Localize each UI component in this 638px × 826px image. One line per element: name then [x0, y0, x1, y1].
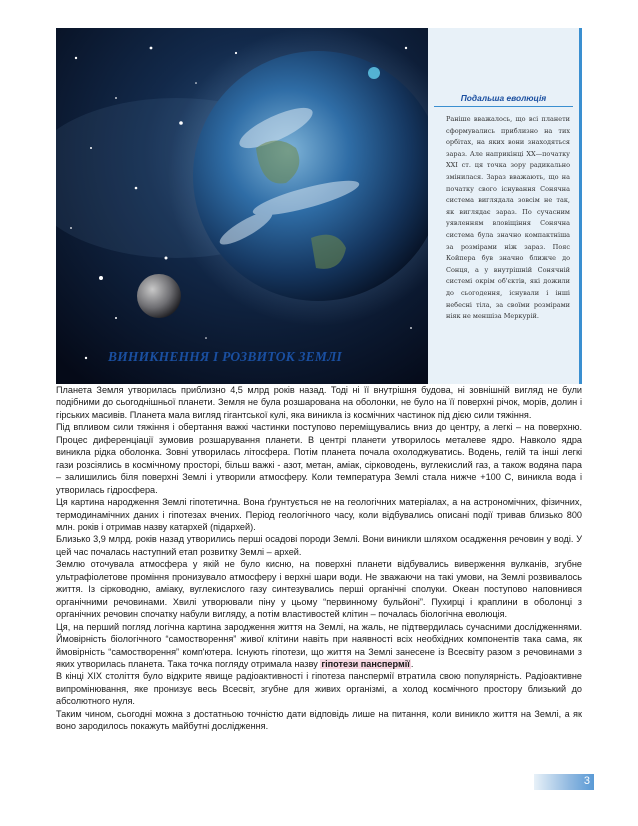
sidebar-panel	[428, 28, 582, 384]
paragraph: Землю оточувала атмосфера у якій не було кисню, на поверхні планети відбувались виверження вулканів, згубне ультрафіолетове проміння пронизувало атмосферу і верхні шари води. Не зважаючи на такі умови, на Землі розвивалось життя. Із сірководню, аміаку, вуглекислого газу синтезувались перші органічні сполуки. Океан поступово наповнився органічними речовинами. Хвилі утворювали піну у цьому “первинному бульйоні”. Пухирці і краплини в оболонці з органічних речовин спочатку набули вигляду, а потім властивостей клітин – почалась біологічна еволюція.	[56, 559, 582, 620]
paragraph-with-highlight	[56, 621, 582, 671]
paragraph: Під впливом сили тяжіння і обертання важкі частинки поступово переміщувались вниз до центру, а легкі – на поверхню. Процес диференціації зумовив розшарування планети. В центрі планети утворилось металеве ядро. Навколо ядра виникла рідка оболонка. Зовні утворилась літосфера. Потім планета почала охолоджуватись. Водень, гелій та інші легкі гази розсіялись в космічному просторі, більш важкі - азот, метан, аміак, сірководень, вуглекислий газ, а також водяна пара – залишились біля поверхні Землі і утворили атмосферу. Коли температура Землі стала нижче +100 С, виникла вода і утворилась гідросфера.	[56, 422, 582, 495]
paragraph-tail: .	[410, 658, 414, 669]
highlighted-term: гіпотези панспермії	[321, 658, 410, 669]
article-body	[56, 384, 582, 733]
page-number: 3	[583, 775, 590, 787]
paragraph: Ця картина народження Землі гіпотетична. Вона ґрунтується не на геологічних матеріалах, а на астрономічних, фізичних, термодинамічних даних і гіпотезах вчених. Період геологічного часу, коли відбувались описані події тривав близько 800 млн. років і отримав назву катархей (підархей).	[56, 497, 582, 532]
paragraph: Таким чином, сьогодні можна з достатньою точністю дати відповідь лише на питання, коли виникло життя на Землі, а як воно зародилось покажуть майбутні дослідження.	[56, 708, 582, 732]
paragraph: Планета Земля утворилась приблизно 4,5 млрд років назад. Тоді ні її внутрішня будова, ні зовнішній вигляд не були подібними до сьогоднішньої планети. Земля не була розшарована на оболонки, не було на її поверхні річок, морів, долин і гірських масивів. Планета мала вигляд гігантської кулі, яка виникла із космічних частинок під дією сили тяжіння.	[56, 385, 582, 420]
paragraph-text: Ця, на перший погляд логічна картина зародження життя на Землі, на жаль, не підтвердилась сучасними дослідженнями. Ймовірність біологічного “самостворення” живої клітини навіть при наявності всіх необхідних компонентів така сама, як ймовірність “самостворення” комп'ютера. Існують гіпотези, що життя на Землі занесене із Всесвіту разом з речовинами з яких утворилась планета. Така точка погляду отримала назву	[56, 621, 582, 669]
page-number-tab	[534, 774, 594, 790]
sidebar-heading: Подальша еволюція	[460, 93, 547, 103]
paragraph: В кінці XIX століття було відкрите явище радіоактивності і гіпотеза панспермії втратила свою популярність. Радіоактивне випромінювання, яке пронизує весь Всесвіт, згубне для живих організмі, а холод космічного простору близький до абсолютного нуля.	[56, 671, 582, 707]
sidebar-divider	[434, 106, 573, 107]
hero-space-image	[56, 28, 428, 384]
page-title: ВИНИКНЕННЯ І РОЗВИТОК ЗЕМЛІ	[108, 349, 342, 364]
sidebar-text: Раніше вважалось, що всі планети сформувались приблизно на тих орбітах, на яких вони знаходяться зараз. Але наприкінці XX—початку XXI ст. ця точка зору радикально змінилася. Зараз вважають, що на початку свого існування Сонячна система виглядала зовсім не так, як виглядає зараз. По сучасним уявленням вловіщіння Сонячна система була значно компактніша за розмірами ніж зараз. Пояс Койпера був значно ближче до Сонця, а у внутрішній Сонячній системі окрім об'єктів, які дожили до сьогодення, існували і інші небесні тіла, за своїми розмірами ніяк не меншіза Меркурій.	[446, 115, 570, 321]
paragraph: Близько 3,9 млрд. років назад утворились перші осадові породи Землі. Вони виникли шляхом осадження речовин у воді. У цей час почалась наступний етап розвитку Землі – архей.	[56, 534, 582, 557]
